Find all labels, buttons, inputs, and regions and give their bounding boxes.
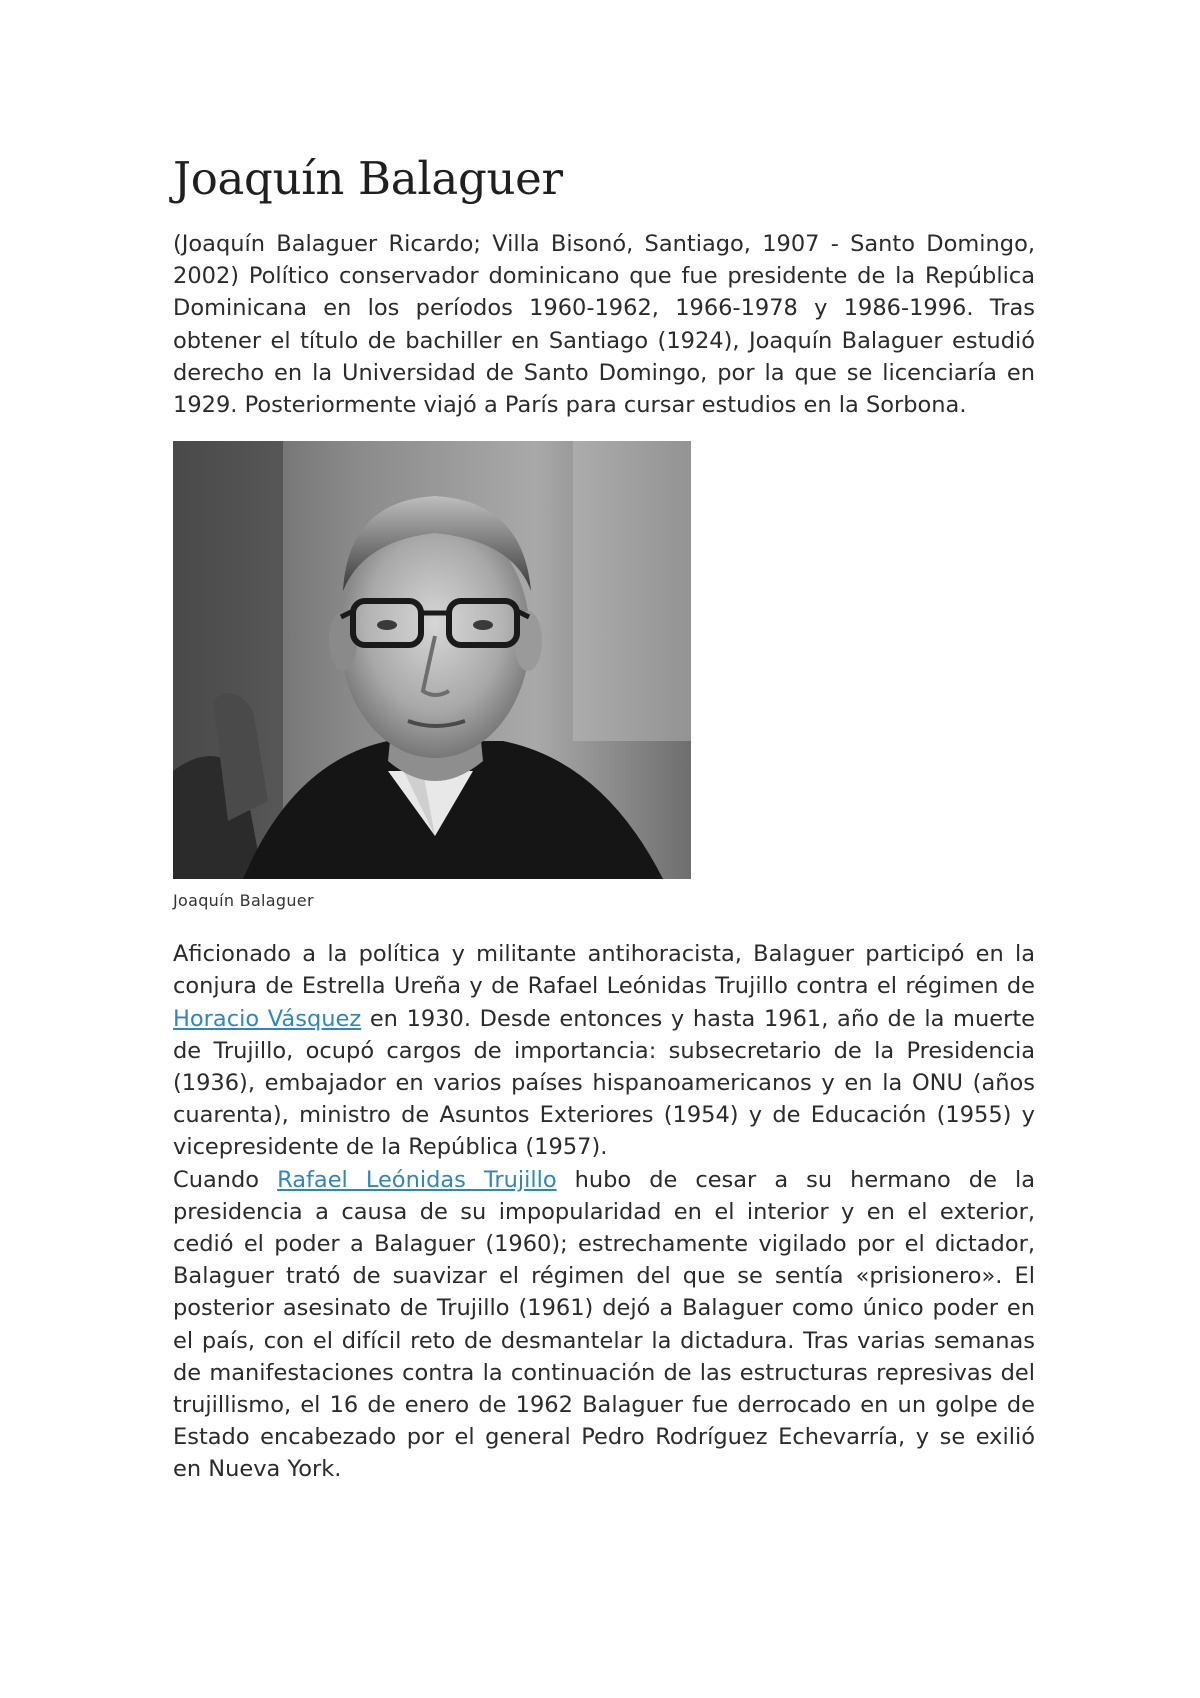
portrait-figure [173, 441, 691, 910]
page-title: Joaquín Balaguer [173, 152, 563, 205]
portrait-photo [173, 441, 691, 879]
article [173, 150, 1035, 1486]
para2-text-after: en 1930. Desde entonces y hasta 1961, año de la muerte de Trujillo, ocupó cargos de importancia: subsecretario de la Presidencia (1936), embajador en varios países hispanoamericanos y en la ONU (años cuarenta), ministro de Asuntos Exteriores (1954) y de Educación (1955) y vicepresidente de la República (1957). [173, 1005, 1035, 1161]
body-paragraph-2 [173, 938, 1035, 1163]
link-rafael-trujillo[interactable]: Rafael Leónidas Trujillo [277, 1166, 557, 1193]
para3-text-after: hubo de cesar a su hermano de la presidencia a causa de su impopularidad en el interior y en el exterior, cedió el poder a Balaguer (1960); estrechamente vigilado por el dictador, Balaguer trató de suavizar el régimen del que se sentía «prisionero». El posterior asesinato de Trujillo (1961) dejó a Balaguer como único poder en el país, con el difícil reto de desmantelar la dictadura. Tras varias semanas de manifestaciones contra la continuación de las estructuras represivas del trujillismo, el 16 de enero de 1962 Balaguer fue derrocado en un golpe de Estado encabezado por el general Pedro Rodríguez Echevarría, y se exilió en Nueva York. [173, 1166, 1035, 1483]
body-paragraph-3 [173, 1164, 1035, 1486]
para2-text-before: Aficionado a la política y militante antihoracista, Balaguer participó en la conjura de Estrella Ureña y de Rafael Leónidas Trujillo contra el régimen de [173, 941, 1035, 1000]
intro-paragraph: (Joaquín Balaguer Ricardo; Villa Bisonó, Santiago, 1907 - Santo Domingo, 2002) Político conservador dominicano que fue presidente de la República Dominicana en los períodos 1960-1962, 1966-1978 y 1986-1996. Tras obtener el título de bachiller en Santiago (1924), Joaquín Balaguer estudió derecho en la Universidad de Santo Domingo, por la que se licenciaría en 1929. Posteriormente viajó a París para cursar estudios en la Sorbona. [173, 231, 1035, 419]
link-horacio-vasquez[interactable]: Horacio Vásquez [173, 1005, 362, 1032]
para3-text-before: Cuando [173, 1166, 278, 1193]
photo-caption: Joaquín Balaguer [173, 891, 314, 911]
